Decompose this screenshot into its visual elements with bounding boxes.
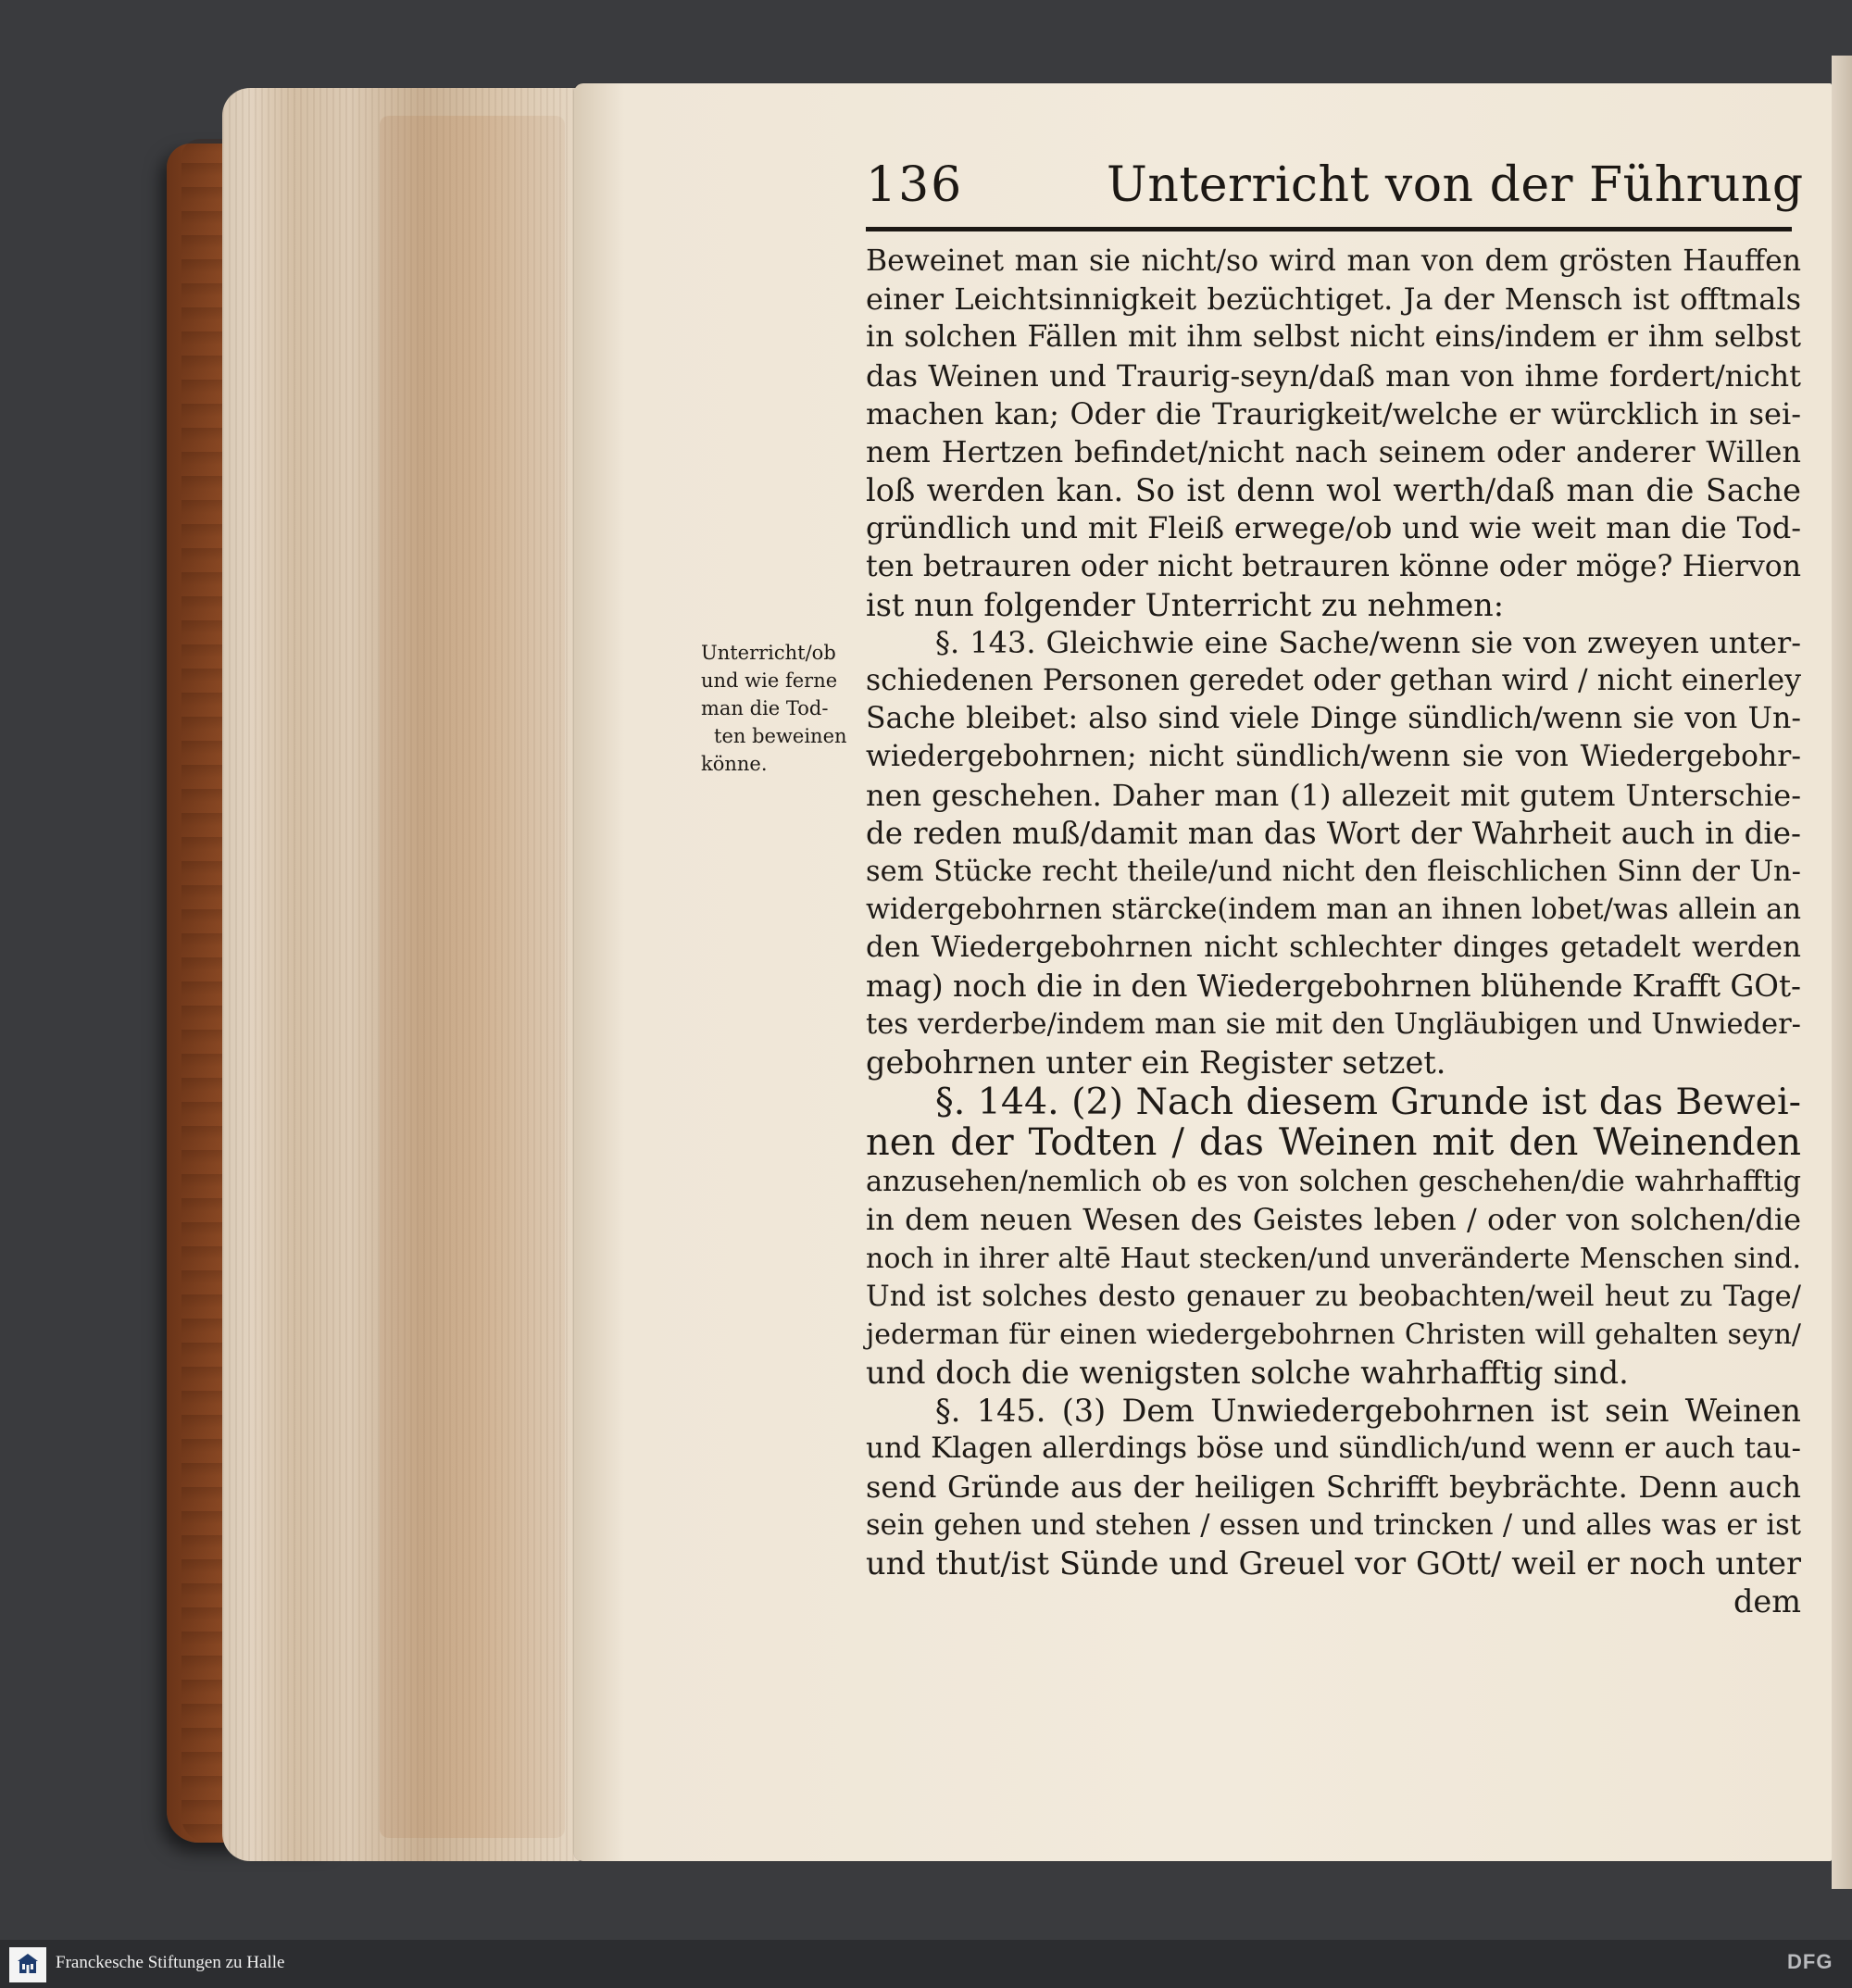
text-line: nen geschehen. Daher man (1) allezeit mit gutem Unterschie- — [866, 777, 1801, 813]
text-line: und thut/ist Sünde und Greuel vor GOtt/ weil er noch unter — [866, 1545, 1801, 1582]
text-line: ten betrauren oder nicht betrauren könne oder möge? Hiervon — [866, 549, 1801, 583]
paragraph-143: §. 143. Gleichwie eine Sache/wenn sie von zweyen unter- — [935, 624, 1801, 660]
text-line: sem Stücke recht theile/und nicht den fleischlichen Sinn der Un- — [866, 856, 1801, 888]
margin-note-line: man die Tod- — [701, 697, 829, 719]
paragraph-144: §. 144. (2) Nach diesem Grunde ist das Bewei- — [935, 1081, 1801, 1124]
text-line: mag) noch die in den Wiedergebohrnen blühende Krafft GOt- — [866, 968, 1801, 1004]
text-line: gründlich und mit Fleiß erwege/ob und wie weit man die Tod- — [866, 510, 1801, 546]
text-line: tes verderbe/indem man sie mit den Ungläubigen und Unwieder- — [866, 1007, 1801, 1041]
margin-note-line: könne. — [701, 753, 768, 775]
text-line: in dem neuen Wesen des Geistes leben / oder von solchen/die — [866, 1202, 1801, 1238]
text-line: den Wiedergebohrnen nicht schlechter dinges getadelt werden — [866, 931, 1801, 965]
institution-logo[interactable] — [9, 1947, 46, 1982]
institution-name: Franckesche Stiftungen zu Halle — [56, 1953, 285, 1972]
text-line: jederman für einen wiedergebohrnen Christen will gehalten seyn/ — [866, 1318, 1801, 1351]
text-line: widergebohrnen stärcke(indem man an ihnen lobet/was allein an — [866, 894, 1801, 927]
text-line: loß werden kan. So ist denn wol werth/daß man die Sache — [866, 472, 1801, 509]
text-line: anzusehen/nemlich ob es von solchen geschehen/die wahrhafftig — [866, 1166, 1801, 1199]
text-line: sein gehen und stehen / essen und trincken / und alles was er ist — [866, 1508, 1801, 1542]
margin-note — [701, 639, 868, 778]
text-line: und Klagen allerdings böse und sündlich/und wenn er auch tau- — [866, 1432, 1801, 1466]
paragraph-145: §. 145. (3) Dem Unwiedergebohrnen ist sein Weinen — [935, 1393, 1801, 1430]
running-title: Unterricht von der Führung — [1107, 157, 1804, 213]
catchword: dem — [1733, 1583, 1801, 1620]
text-line: machen kan; Oder die Traurigkeit/welche er würcklich in sei- — [866, 395, 1801, 431]
text-line: gebohrnen unter ein Register setzet. — [866, 1044, 1446, 1081]
page-edges — [222, 88, 583, 1861]
text-line: ist nun folgender Unterricht zu nehmen: — [866, 586, 1505, 623]
text-line: in solchen Fällen mit ihm selbst nicht eins/indem er ihm selbst — [866, 320, 1801, 355]
text-line: Und ist solches desto genauer zu beobachten/weil heut zu Tage/ — [866, 1280, 1801, 1313]
text-line: nen der Todten / das Weinen mit den Weinenden — [866, 1121, 1801, 1165]
text-line: de reden muß/damit man das Wort der Wahrheit auch in die- — [866, 815, 1801, 851]
header-rule — [866, 227, 1792, 231]
text-line: und doch die wenigsten solche wahrhafftig sind. — [866, 1355, 1629, 1392]
text-line: einer Leichtsinnigkeit bezüchtiget. Ja der Mensch ist offtmals — [866, 281, 1801, 318]
text-line: das Weinen und Traurig-seyn/daß man von ihme fordert/nicht — [866, 357, 1801, 394]
body-text — [866, 243, 1801, 1620]
margin-note-line: und wie ferne — [701, 669, 838, 692]
text-line: Beweinet man sie nicht/so wird man von dem grösten Hauffen — [866, 244, 1801, 278]
margin-note-line: Unterricht/ob — [701, 642, 836, 664]
text-line: Sache bleibet: also sind viele Dinge sündlich/wenn sie von Un- — [866, 702, 1801, 736]
building-icon — [14, 1951, 42, 1979]
margin-note-line: ten beweinen — [714, 725, 847, 747]
text-line: nem Hertzen befindet/nicht nach seinem oder anderer Willen — [866, 433, 1801, 469]
text-line: wiedergebohrnen; nicht sündlich/wenn sie von Wiedergebohr- — [866, 740, 1801, 774]
page-number: 136 — [866, 157, 964, 213]
dfg-logo: DFG — [1787, 1950, 1833, 1973]
facing-page-edge — [1832, 56, 1852, 1889]
text-line: schiedenen Personen geredet oder gethan wird / nicht einerley — [866, 664, 1801, 698]
text-line: send Gründe aus der heiligen Schrifft beybrächte. Denn auch — [866, 1469, 1801, 1505]
text-line: noch in ihrer altē Haut stecken/und unveränderte Menschen sind. — [866, 1242, 1801, 1275]
